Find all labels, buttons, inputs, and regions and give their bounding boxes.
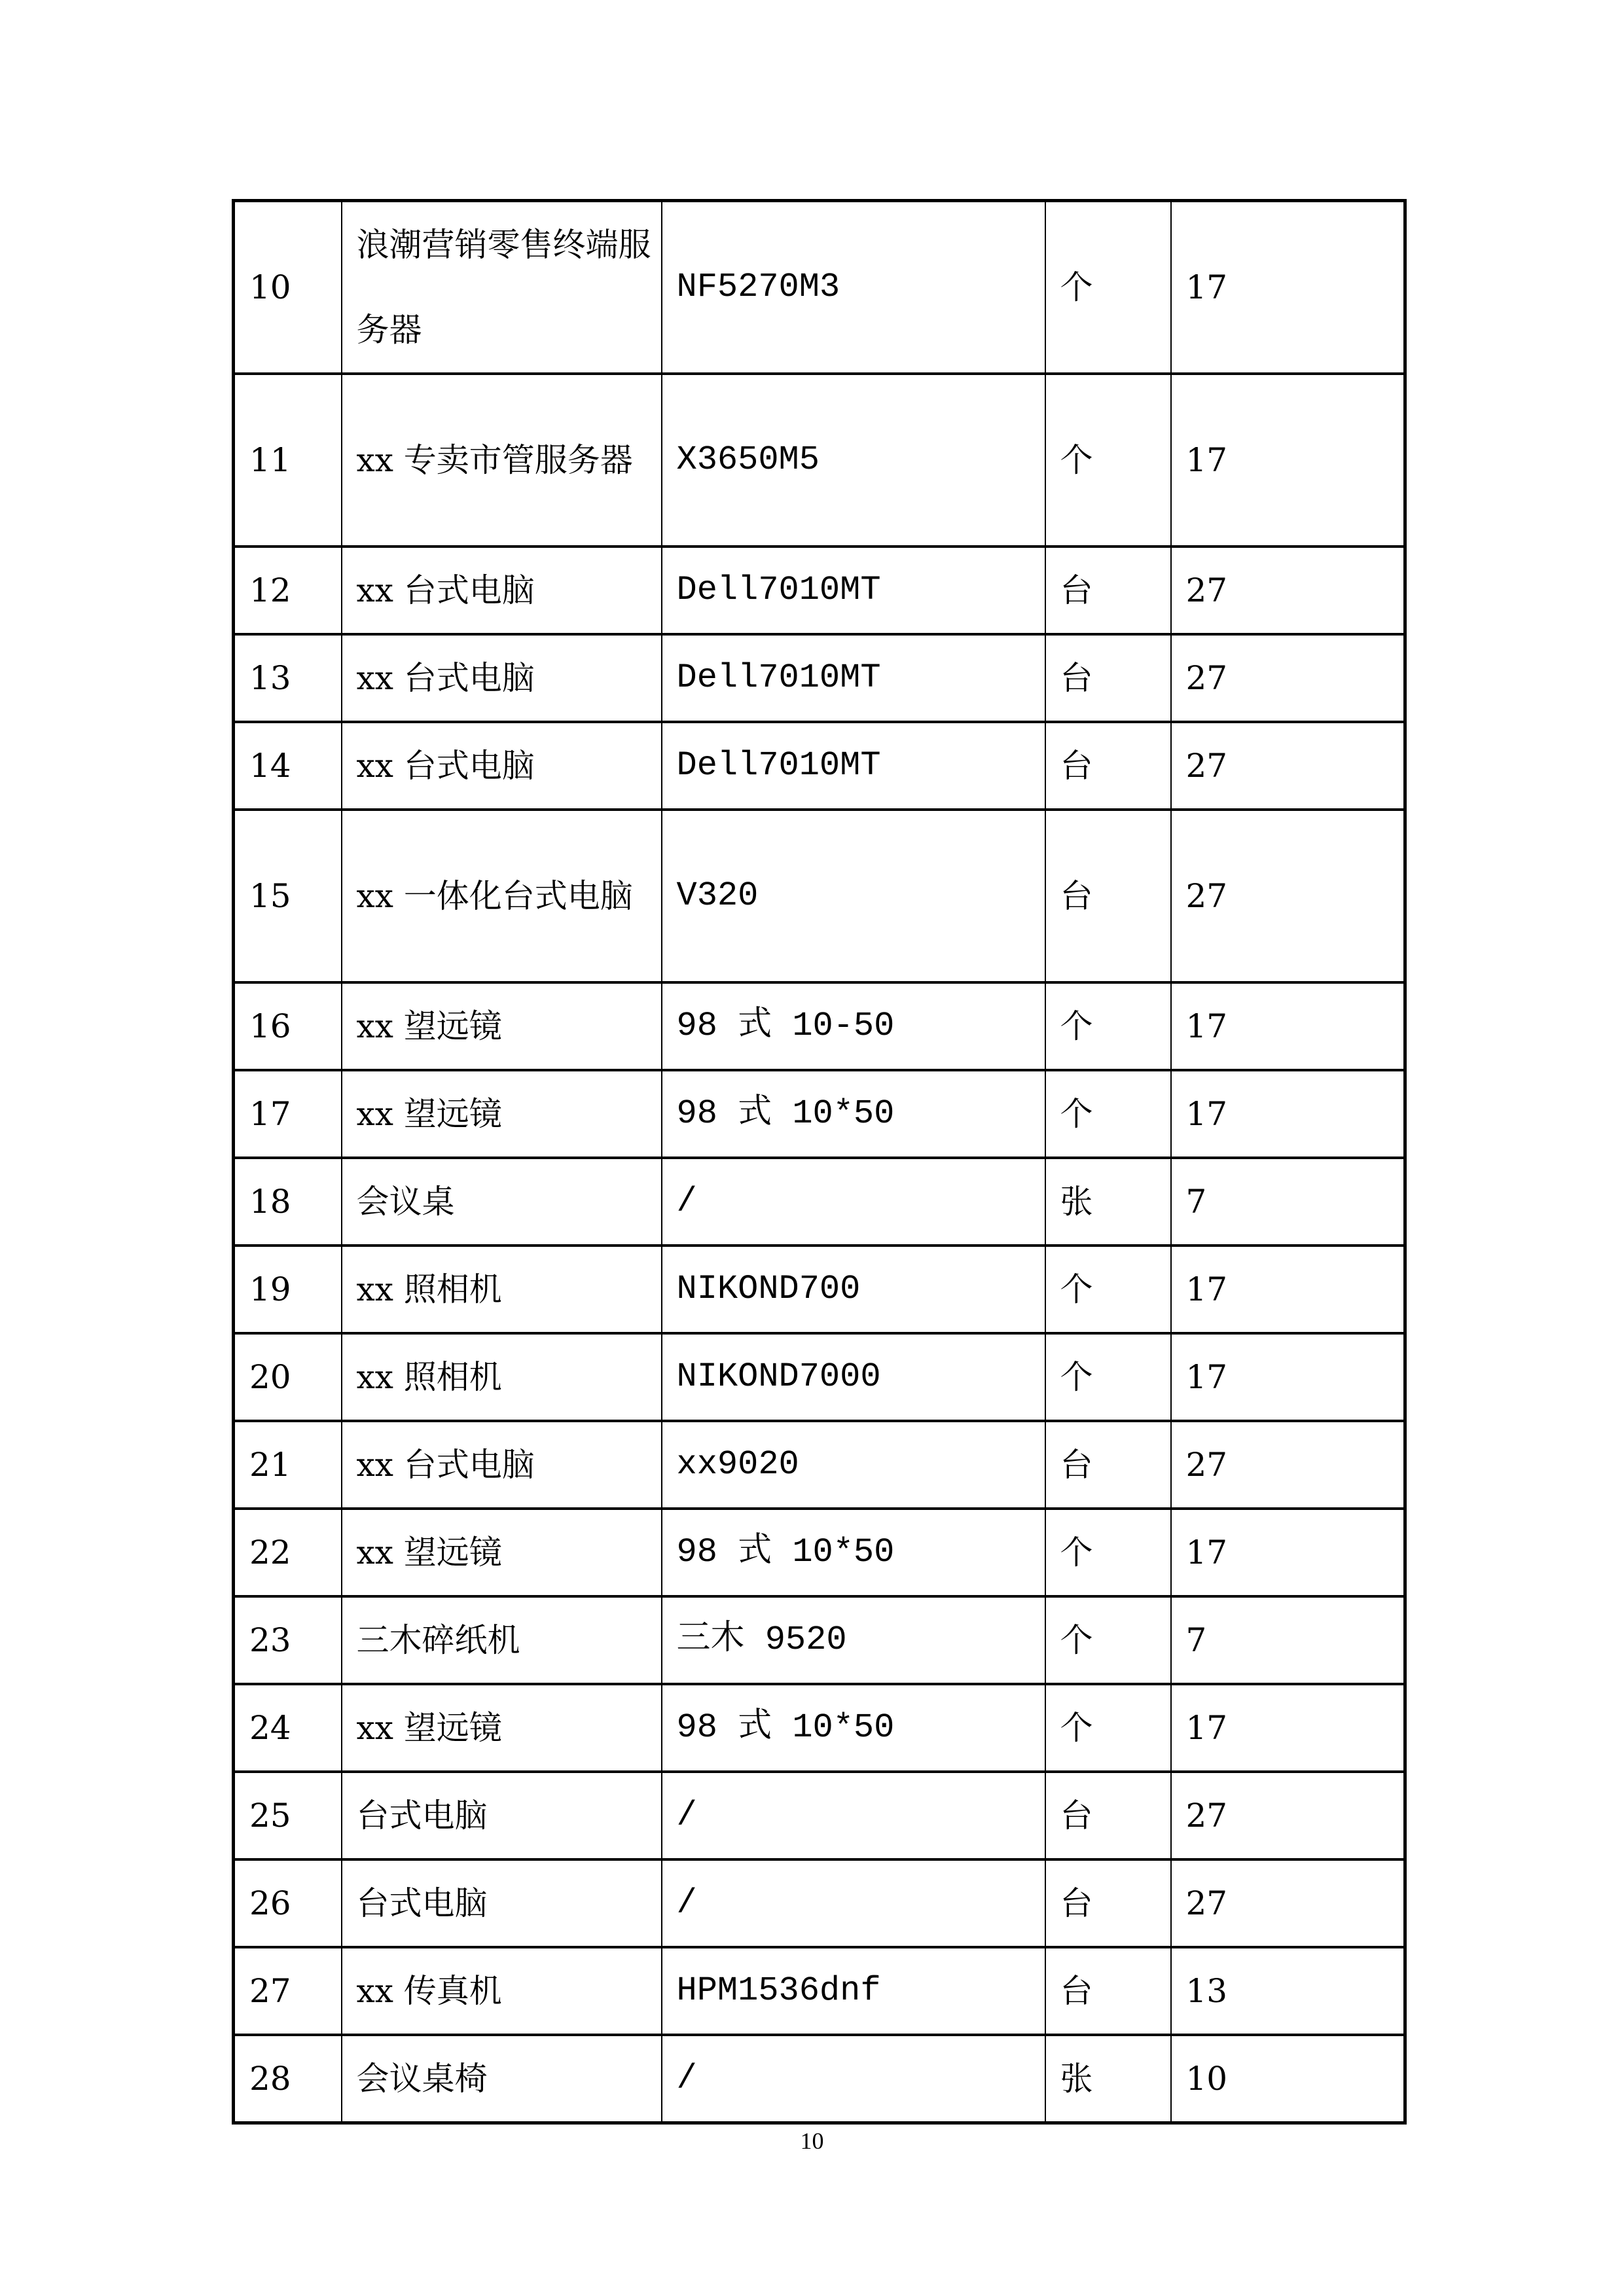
table-row	[234, 722, 1405, 810]
item-number: 17	[234, 1070, 342, 1158]
item-number: 20	[234, 1333, 342, 1421]
item-name: xx 望远镜	[342, 1684, 662, 1772]
item-quantity: 17	[1171, 982, 1405, 1070]
item-model: /	[662, 2035, 1045, 2123]
item-number: 11	[234, 374, 342, 547]
item-name: xx 一体化台式电脑	[342, 810, 662, 982]
item-unit: 个	[1045, 374, 1171, 547]
item-number: 26	[234, 1859, 342, 1947]
table-row	[234, 1333, 1405, 1421]
item-number: 15	[234, 810, 342, 982]
item-quantity: 27	[1171, 722, 1405, 810]
table-row	[234, 2035, 1405, 2123]
item-unit: 个	[1045, 1246, 1171, 1333]
table-row	[234, 374, 1405, 547]
item-number: 23	[234, 1596, 342, 1684]
item-quantity: 27	[1171, 547, 1405, 634]
item-model: /	[662, 1859, 1045, 1947]
item-model: /	[662, 1158, 1045, 1246]
item-name: xx 台式电脑	[342, 722, 662, 810]
item-unit: 个	[1045, 201, 1171, 374]
item-number: 12	[234, 547, 342, 634]
item-quantity: 27	[1171, 810, 1405, 982]
item-model: xx9020	[662, 1421, 1045, 1509]
item-unit: 个	[1045, 1070, 1171, 1158]
item-model: Dell7010MT	[662, 547, 1045, 634]
table-row	[234, 810, 1405, 982]
item-model: 98 式 10*50	[662, 1070, 1045, 1158]
item-unit: 个	[1045, 1333, 1171, 1421]
item-quantity: 27	[1171, 1772, 1405, 1859]
item-number: 27	[234, 1947, 342, 2035]
item-model: NIKOND700	[662, 1246, 1045, 1333]
item-quantity: 17	[1171, 1684, 1405, 1772]
item-name: 浪潮营销零售终端服务器	[342, 201, 662, 374]
item-unit: 个	[1045, 1684, 1171, 1772]
table-row	[234, 1246, 1405, 1333]
table-row	[234, 1509, 1405, 1596]
item-quantity: 13	[1171, 1947, 1405, 2035]
item-quantity: 27	[1171, 1421, 1405, 1509]
item-unit: 台	[1045, 1859, 1171, 1947]
item-model: 98 式 10*50	[662, 1509, 1045, 1596]
item-quantity: 10	[1171, 2035, 1405, 2123]
item-name: xx 专卖市管服务器	[342, 374, 662, 547]
item-quantity: 7	[1171, 1158, 1405, 1246]
page-number: 10	[800, 2128, 824, 2154]
item-number: 19	[234, 1246, 342, 1333]
item-name: 台式电脑	[342, 1772, 662, 1859]
table-row	[234, 1684, 1405, 1772]
item-model: NF5270M3	[662, 201, 1045, 374]
table-row	[234, 547, 1405, 634]
item-model: /	[662, 1772, 1045, 1859]
item-name: 台式电脑	[342, 1859, 662, 1947]
item-quantity: 17	[1171, 1509, 1405, 1596]
item-model: V320	[662, 810, 1045, 982]
equipment-table	[232, 199, 1407, 2125]
item-number: 24	[234, 1684, 342, 1772]
item-quantity: 17	[1171, 1246, 1405, 1333]
item-number: 16	[234, 982, 342, 1070]
item-model: HPM1536dnf	[662, 1947, 1045, 2035]
item-model: 98 式 10*50	[662, 1684, 1045, 1772]
item-name: xx 望远镜	[342, 1070, 662, 1158]
table-row	[234, 201, 1405, 374]
item-number: 13	[234, 634, 342, 722]
item-unit: 台	[1045, 722, 1171, 810]
item-unit: 张	[1045, 2035, 1171, 2123]
item-unit: 张	[1045, 1158, 1171, 1246]
table-row	[234, 1421, 1405, 1509]
item-name: 三木碎纸机	[342, 1596, 662, 1684]
item-unit: 个	[1045, 982, 1171, 1070]
item-unit: 台	[1045, 1947, 1171, 2035]
item-quantity: 17	[1171, 201, 1405, 374]
item-number: 18	[234, 1158, 342, 1246]
item-quantity: 27	[1171, 634, 1405, 722]
item-model: Dell7010MT	[662, 722, 1045, 810]
item-unit: 台	[1045, 1772, 1171, 1859]
table-row	[234, 1772, 1405, 1859]
item-model: Dell7010MT	[662, 634, 1045, 722]
table-row	[234, 1859, 1405, 1947]
item-name: xx 照相机	[342, 1246, 662, 1333]
item-number: 22	[234, 1509, 342, 1596]
item-name: xx 望远镜	[342, 1509, 662, 1596]
table-row	[234, 634, 1405, 722]
item-number: 28	[234, 2035, 342, 2123]
item-name: xx 望远镜	[342, 982, 662, 1070]
item-unit: 个	[1045, 1596, 1171, 1684]
item-number: 21	[234, 1421, 342, 1509]
item-number: 14	[234, 722, 342, 810]
item-name: xx 台式电脑	[342, 634, 662, 722]
item-name: 会议桌椅	[342, 2035, 662, 2123]
item-name: xx 照相机	[342, 1333, 662, 1421]
table-row	[234, 1947, 1405, 2035]
item-model: X3650M5	[662, 374, 1045, 547]
item-number: 25	[234, 1772, 342, 1859]
table-row	[234, 1158, 1405, 1246]
item-unit: 个	[1045, 1509, 1171, 1596]
item-model: 98 式 10-50	[662, 982, 1045, 1070]
item-model: 三木 9520	[662, 1596, 1045, 1684]
item-unit: 台	[1045, 810, 1171, 982]
item-quantity: 17	[1171, 1333, 1405, 1421]
item-name: xx 传真机	[342, 1947, 662, 2035]
item-quantity: 7	[1171, 1596, 1405, 1684]
item-unit: 台	[1045, 547, 1171, 634]
item-quantity: 17	[1171, 1070, 1405, 1158]
item-unit: 台	[1045, 1421, 1171, 1509]
table-row	[234, 1596, 1405, 1684]
item-name: 会议桌	[342, 1158, 662, 1246]
table-row	[234, 982, 1405, 1070]
item-model: NIKOND7000	[662, 1333, 1045, 1421]
item-number: 10	[234, 201, 342, 374]
item-name: xx 台式电脑	[342, 547, 662, 634]
item-quantity: 27	[1171, 1859, 1405, 1947]
item-unit: 台	[1045, 634, 1171, 722]
item-quantity: 17	[1171, 374, 1405, 547]
table-row	[234, 1070, 1405, 1158]
item-name: xx 台式电脑	[342, 1421, 662, 1509]
